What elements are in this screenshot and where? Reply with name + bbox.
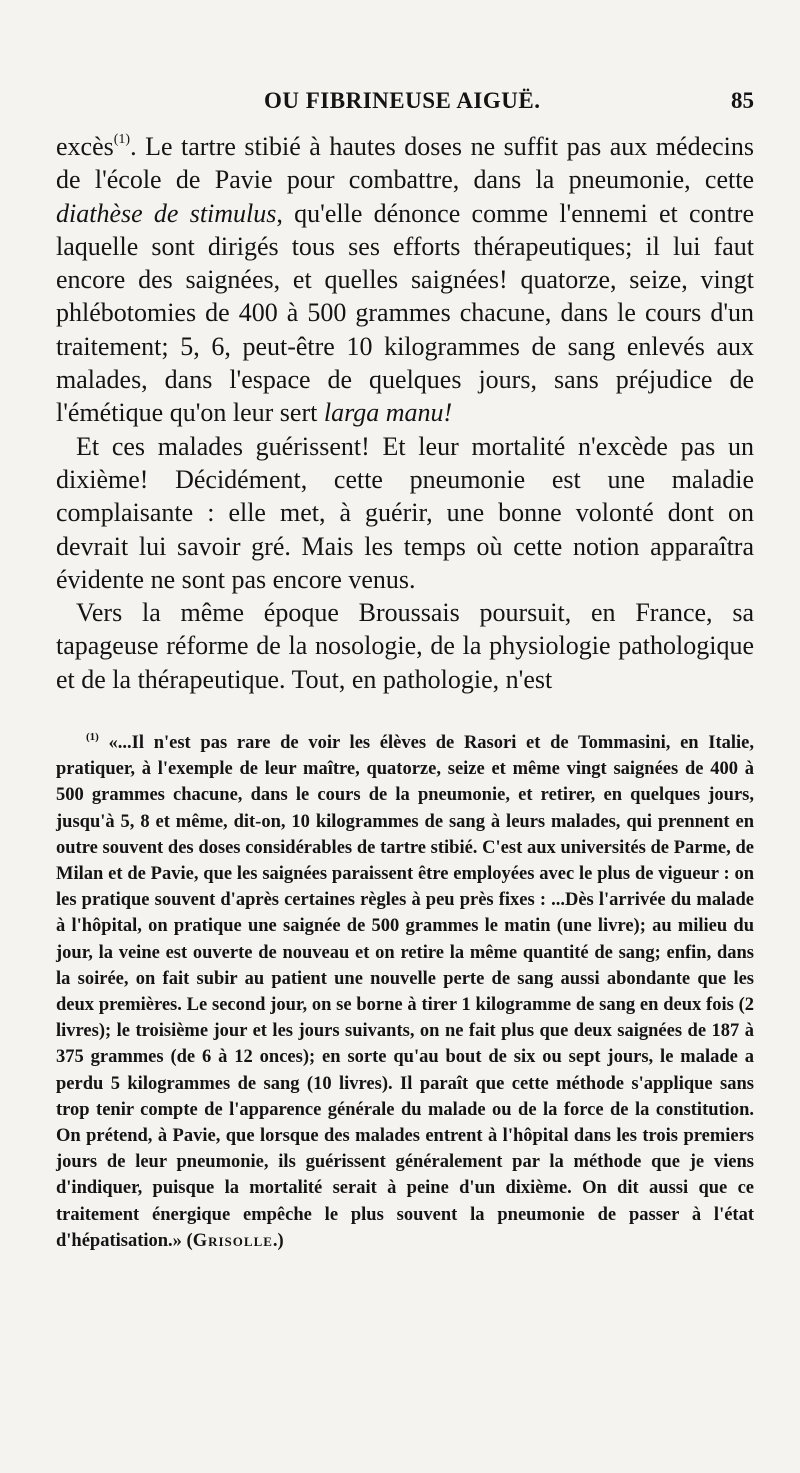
footnote-reference: (1) <box>113 132 131 147</box>
footnote-marker: (1) <box>86 731 99 743</box>
footnote-author: Grisolle <box>192 1230 273 1251</box>
italic-phrase-larga-manu: larga manu! <box>323 398 453 428</box>
paragraph-1-part-d: , qu'elle dénonce comme l'ennemi et contre laquelle sont dirigés tous ses efforts thérapeutiques; il lui faut encore des saignées, et quelles saignées! quatorze, seize, vingt phlébotomies de 400 à 500 grammes chacune, dans le cours d'un traitement; 5, 6, peut-être 10 kilogrammes de sang enlevés aux malades, dans l'espace de quelques jours, sans préjudice de l'émétique qu'on leur sert <box>56 198 754 428</box>
footnote-text: «...Il n'est pas rare de voir les élèves de Rasori et de Tommasini, en Italie, pratiquer, à l'exemple de leur maître, quatorze, seize et même vingt saignées de 400 à 500 grammes chacune, dans le cours de la pneumonie, et retirer, en quelques jours, jusqu'à 5, 8 et même, dit-on, 10 kilogrammes de sang à leurs malades, qui prennent en outre souvent des doses considérables de tartre stibié. C'est aux universités de Parme, de Milan et de Pavie, que les saignées paraissent être employées avec le plus de vigueur : on les pratique souvent d'après certaines règles à peu près fixes : ...Dès l'arrivée du malade à l'hôpital, on pratique une saignée de 500 grammes le matin (une livre); au milieu du jour, la veine est ouverte de nouveau et on retire la même quantité de sang; enfin, dans la soirée, on fait subir au patient une nouvelle perte de sang aussi abondante que les deux premières. Le second jour, on se borne à tirer 1 kilogramme de sang en deux fois (2 livres); le troisième jour et les jours suivants, on ne fait plus que deux saignées de 187 à 375 grammes (de 6 à 12 onces); en sorte qu'au bout de six ou sept jours, le malade a perdu 5 kilogrammes de sang (10 livres). Il paraît que cette méthode s'applique sans trop tenir compte de l'apparence générale du malade ou de la force de la constitution. On prétend, à Pavie, que lorsque des malades entrent à l'hôpital dans les trois premiers jours de leur pneumonie, ils guérissent généralement par la méthode que je viens d'indiquer, puisque la mortalité serait à peine d'un dixième. On dit aussi que ce traitement énergique empêche le plus souvent la pneumonie de passer à l'état d'hépatisation.» ( <box>56 733 755 1251</box>
paragraph-1-part-b: . Le tartre stibié à hautes doses ne suffit pas aux médecins de l'école de Pavie pour combattre, dans la pneumonie, cette <box>56 132 754 195</box>
running-title: OU FIBRINEUSE AIGUË. <box>264 88 541 113</box>
page-number: 85 <box>731 88 754 113</box>
page-header <box>56 88 754 124</box>
footnote-block <box>56 730 754 1254</box>
paragraph-1-start: excès <box>56 132 114 161</box>
paragraph-3: Vers la même époque Broussais poursuit, en France, sa tapageuse réforme de la nosologie, de la physiologie pathologique et de la thérapeutique. Tout, en pathologie, n'est <box>56 598 754 694</box>
main-text <box>56 130 754 696</box>
footnote-1 <box>56 730 754 1254</box>
paragraph-1 <box>56 130 754 430</box>
italic-phrase-diathese: diathèse de stimulus <box>56 198 277 228</box>
paragraph-2: Et ces malades guérissent! Et leur mortalité n'excède pas un dixième! Décidément, cette pneumonie est une maladie complaisante : elle met, à guérir, une bonne volonté dont on devrait lui savoir gré. Mais les temps où cette notion apparaîtra évidente ne sont pas encore venus. <box>56 431 754 594</box>
footnote-closing: .) <box>272 1230 284 1251</box>
